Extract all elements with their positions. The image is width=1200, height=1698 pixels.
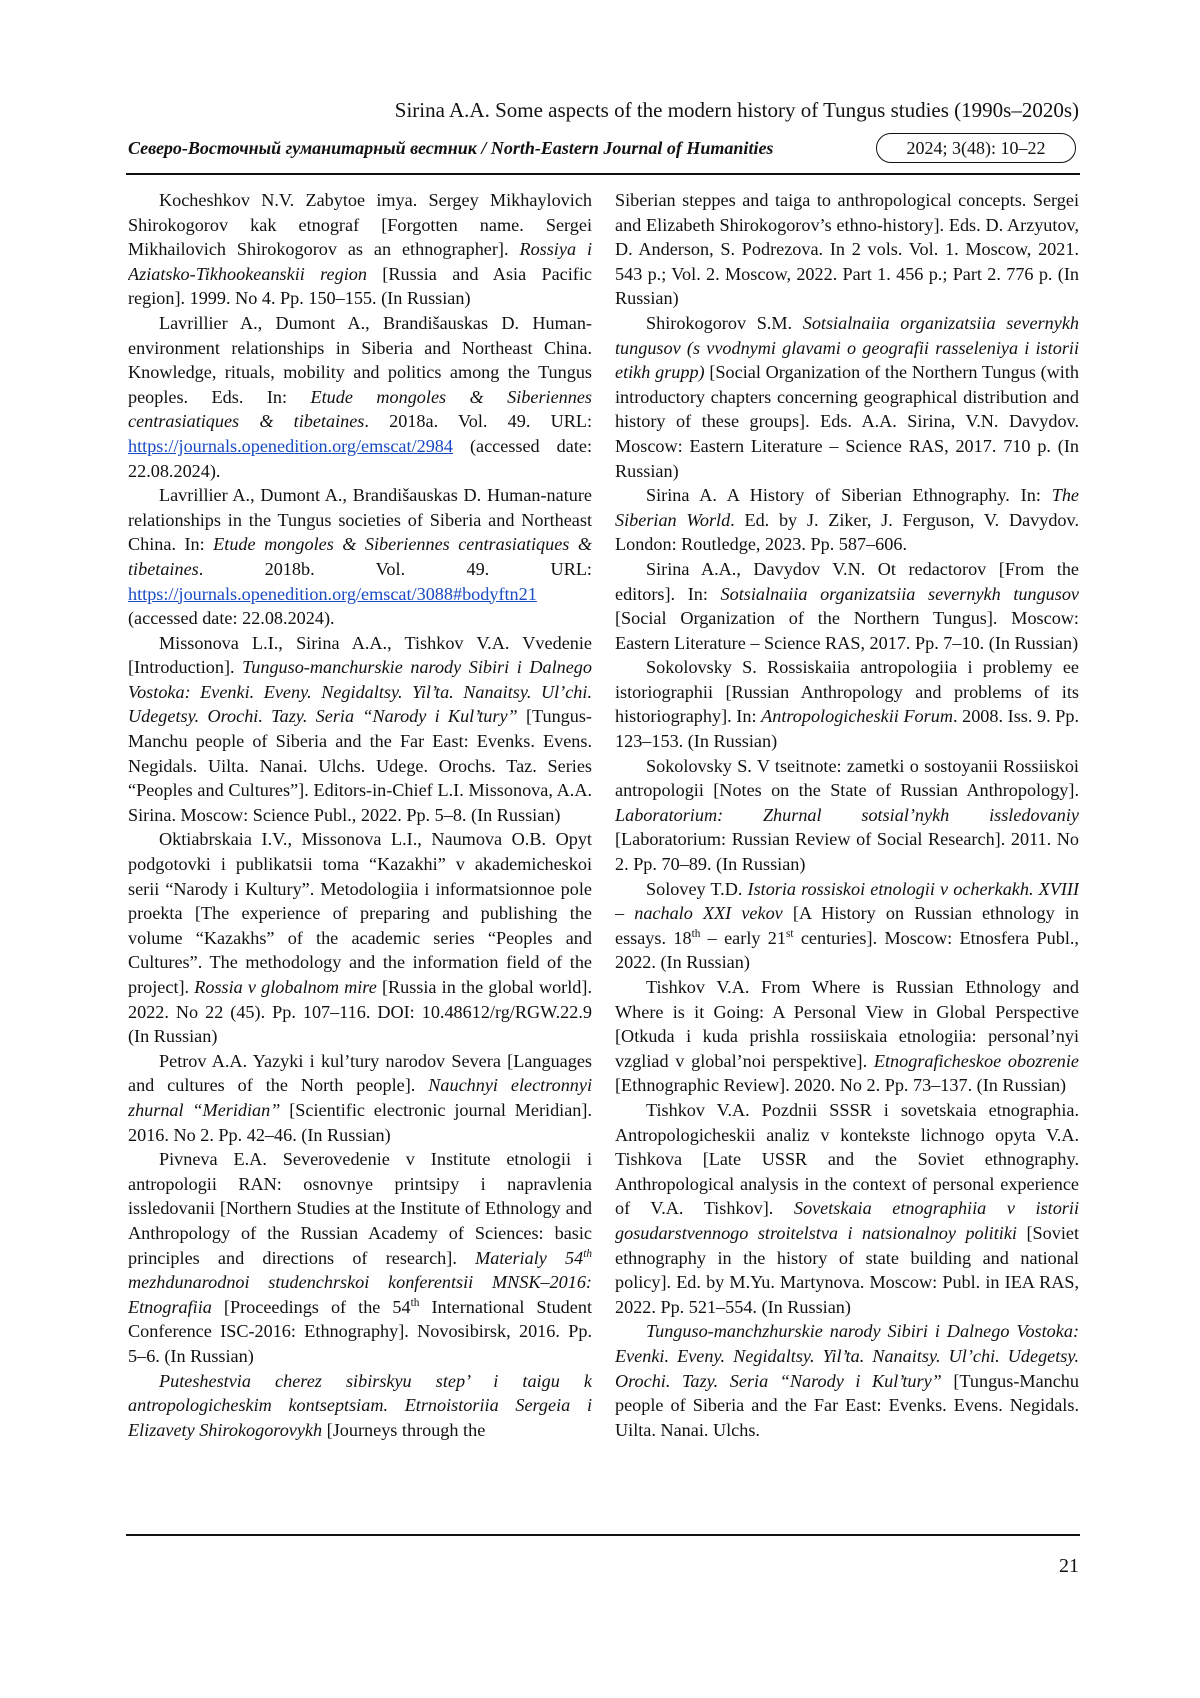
reference-entry: [128, 1049, 592, 1147]
reference-text: Sokolovsky S. V tseitnote: zametki o sostoyanii Rossiiskoi antropologii [Notes on the State of Russian Anthropology].: [615, 755, 1079, 801]
superscript-text: th: [691, 927, 701, 940]
reference-entry: [615, 311, 1079, 483]
reference-text: Lavrillier A., Dumont A., Brandišauskas D. Human-nature relationships in the Tungus societies of Siberia and Northeast China. In:: [128, 485, 592, 555]
reference-text: . 2018a. Vol. 49. URL:: [364, 411, 592, 432]
reference-text: [Social Organization of the Northern Tungus]. Moscow: Eastern Literature – Science RAS, 2017. Pp. 7–10. (In Russian): [615, 608, 1079, 653]
reference-title: Etnograficheskoe obozrenie: [873, 1050, 1079, 1071]
reference-title: Sovetskaia etnographiia v istorii gosudarstvennogo stroitelstva i natsionalnoy politiki: [615, 1198, 1079, 1243]
reference-entry: [128, 483, 592, 631]
reference-entry: [128, 631, 592, 828]
reference-title: The Siberian World: [615, 485, 1079, 530]
reference-entry: [615, 1319, 1079, 1442]
reference-title: Etude mongoles & Siberiennes centrasiatiques & tibetaines: [128, 386, 592, 432]
reference-entry: [615, 483, 1079, 557]
reference-entry: [615, 655, 1079, 753]
references-right-column: [615, 188, 1079, 1528]
superscript-text: st: [786, 927, 794, 940]
reference-text: Kocheshkov N.V. Zabytoe imya. Sergey Mikhaylovich Shirokogorov kak etnograf [Forgotten name. Sergei Mikhailovich Shirokogorov as an ethnographer].: [128, 190, 592, 260]
reference-text: Pivneva E.A. Severovedenie v Institute etnologii i antropologii RAN: osnovnye printsipy i napravlenia issledovanii [Northern Studies at the Institute of Ethnology and Anthropology of the Russian Academy of Sciences: basic principles and directions of research].: [128, 1149, 592, 1268]
reference-text: Solovey T.D.: [646, 878, 748, 899]
reference-text: [Social Organization of the Northern Tungus (with introductory chapters concerning geographical distribution and history of these groups]. Eds. A.A. Sirina, V.N. Davydov. Moscow: Eastern Literature – Science RAS, 2017. 710 p. (In Russian): [615, 362, 1079, 481]
reference-text: Sokolovsky S. Rossiskaiia antropologiia i problemy ee istoriographii [Russian Anthropology and problems of its historiography]. In:: [615, 657, 1079, 727]
reference-title: Rossiya i Aziatsko-Tikhookeanskii region: [128, 239, 592, 284]
reference-text: [Soviet ethnography in the history of state building and national policy]. Ed. by M.Yu. Martynova. Moscow: Publ. in IEA RAS, 2022. Pp. 521–554. (In Russian): [615, 1222, 1079, 1317]
reference-text: centuries]. Moscow: Etnosfera Publ., 2022. (In Russian): [615, 927, 1079, 973]
reference-entry: [615, 557, 1079, 655]
reference-text: [Scientific electronic journal Meridian]. 2016. No 2. Pp. 42–46. (In Russian): [128, 1099, 592, 1145]
reference-text: . 2008. Iss. 9. Pp. 123–153. (In Russian): [615, 706, 1079, 752]
reference-text: [Tungus-Manchu people of Siberia and the Far East: Evenks. Evens. Negidals. Uilta. Nanai. Ulchs. Udege. Orochs. Taz. Series “Peoples and Cultures”]. Editors-in-Chief L.I. Missonova, A.A. Sirina. Moscow: Science Publ., 2022. Pp. 5–8. (In Russian): [128, 706, 592, 825]
reference-entry: [128, 1369, 592, 1443]
reference-title: Antropologicheskii Forum: [761, 706, 953, 727]
reference-title: Sotsialnaiia organizatsiia severnykh tungusov (s vvodnymi glavami o geografii rasseleniya i istorii etikh grupp): [615, 312, 1079, 383]
reference-text: [Laboratorium: Russian Review of Social Research]. 2011. No 2. Pp. 70–89. (In Russian): [615, 829, 1079, 875]
reference-title: Nauchnyi electronnyi zhurnal “Meridian”: [128, 1075, 592, 1120]
reference-text: [Journeys through the: [322, 1419, 486, 1440]
reference-text: [A History on Russian ethnology in essays. 18: [615, 903, 1079, 948]
reference-entry: [615, 754, 1079, 877]
reference-entry: [128, 188, 592, 311]
reference-text: [Russia in the global world]. 2022. No 22 (45). Pp. 107–116. DOI: 10.48612/rg/RGW.22.9 (In Russian): [128, 977, 592, 1047]
reference-text: Oktiabrskaia I.V., Missonova L.I., Naumova O.B. Opyt podgotovki i publikatsii toma “Kazakhi” v akademicheskoi serii “Narody i Kultury”. Metodologiia i informatsionnoe pole proekta [The experience of preparing and publishing the volume “Kazakhs” of the academic series “Peoples and Cultures”. The methodology and the information field of the project].: [128, 829, 592, 997]
reference-entry: [615, 1098, 1079, 1319]
superscript-text: th: [583, 1247, 592, 1260]
reference-url-link[interactable]: https://journals.openedition.org/emscat/2984: [128, 435, 453, 456]
reference-text: Shirokogorov S.M.: [646, 312, 803, 333]
reference-title: Rossia v globalnom mire: [194, 977, 377, 997]
journal-title: Северо-Восточный гуманитарный вестник / North-Eastern Journal of Humanities: [128, 138, 774, 158]
reference-text: (accessed date: 22.08.2024).: [128, 608, 335, 629]
reference-text: Lavrillier A., Dumont A., Brandišauskas D. Human-environment relationships in Siberia and Northeast China. Knowledge, rituals, mobility and politics among the Tungus peoples. Eds. In:: [128, 312, 592, 407]
reference-entry: [615, 877, 1079, 975]
reference-text: Petrov A.A. Yazyki i kul’tury narodov Severa [Languages and cultures of the North people].: [128, 1050, 592, 1096]
reference-text: [Ethnographic Review]. 2020. No 2. Pp. 73–137. (In Russian): [615, 1075, 1067, 1096]
reference-text: . Ed. by J. Ziker, J. Ferguson, V. Davydov. London: Routledge, 2023. Pp. 587–606.: [615, 509, 1079, 555]
reference-entry: [128, 1147, 592, 1368]
reference-text: Siberian steppes and taiga to anthropological concepts. Sergei and Elizabeth Shirokogorov’s ethno-history]. Eds. D. Arzyutov, D. Anderson, S. Podrezova. In 2 vols. Vol. 1. Moscow, 2021. 543 p.; Vol. 2. Moscow, 2022. Part 1. 456 p.; Part 2. 776 p. (In Russian): [615, 190, 1079, 309]
reference-text: Missonova L.I., Sirina A.A., Tishkov V.A. Vvedenie [Introduction].: [128, 632, 592, 678]
reference-entry: [615, 975, 1079, 1098]
reference-title: Materialy 54: [475, 1247, 584, 1268]
reference-entry: [128, 827, 592, 1048]
reference-text: [Russia and Asia Pacific region]. 1999. No 4. Pp. 150–155. (In Russian): [128, 263, 592, 309]
reference-text: – early 21: [700, 927, 786, 948]
reference-title: Sotsialnaiia organizatsiia severnykh tungusov: [720, 583, 1079, 604]
issue-badge: 2024; 3(48): 10–22: [876, 133, 1076, 163]
reference-title: mezhdunarodnoi studenchrskoi konferentsii MNSK–2016: Etnografiia: [128, 1272, 592, 1317]
reference-title: Tunguso-manchzhurskie narody Sibiri i Dalnego Vostoka: Evenki. Eveny. Negidaltsy. Yil’ta. Nanaitsy. Ul’chi. Udegetsy. Orochi. Tazy. Seria “Narody i Kul’tury”: [615, 1321, 1079, 1391]
reference-text: [Tungus-Manchu people of Siberia and the Far East: Evenks. Evens. Negidals. Uilta. Nanai. Ulchs.: [615, 1370, 1079, 1440]
reference-title: Etude mongoles & Siberiennes centrasiatiques & tibetaines: [128, 534, 592, 579]
reference-title: Laboratorium: Zhurnal sotsial’nykh issledovaniy: [615, 804, 1079, 825]
reference-text: [Proceedings of the 54: [211, 1296, 411, 1317]
reference-title: Istoria rossiskoi etnologii v ocherkakh. XVIII – nachalo XXI vekov: [615, 878, 1079, 924]
reference-text: . 2018b. Vol. 49. URL:: [198, 558, 592, 579]
references-left-column: [128, 188, 592, 1528]
reference-entry: [128, 311, 592, 483]
reference-text: Sirina A.A., Davydov V.N. Ot redactorov [From the editors]. In:: [615, 558, 1079, 604]
footer-rule: [126, 1534, 1080, 1536]
reference-text: Sirina A. A History of Siberian Ethnography. In:: [646, 485, 1052, 506]
superscript-text: th: [410, 1296, 420, 1309]
reference-entry: [615, 188, 1079, 311]
reference-text: Tishkov V.A. From Where is Russian Ethnology and Where is it Going: A Personal View in Global Perspective [Otkuda i kuda prishla rossiiskaia etnologiia: personal’nyi vzgliad v global’noi perspektive].: [615, 977, 1079, 1071]
header-rule: [126, 173, 1080, 175]
running-title: Sirina A.A. Some aspects of the modern history of Tungus studies (1990s–2020s): [394, 98, 1079, 122]
reference-title: Puteshestvia cherez sibirskyu step’ i taigu k antropologicheskim kontseptsiam. Etrnoistoriia Sergeia i Elizavety Shirokogorovykh: [128, 1370, 592, 1440]
reference-text: International Student Conference ISC-2016: Ethnography]. Novosibirsk, 2016. Pp. 5–6. (In Russian): [128, 1296, 592, 1366]
reference-url-link[interactable]: https://journals.openedition.org/emscat/3088#bodyftn21: [128, 583, 537, 604]
reference-text: Tishkov V.A. Pozdnii SSSR i sovetskaia etnographia. Antropologicheskii analiz v kontekste lichnogo opyta V.A. Tishkova [Late USSR and the Soviet ethnography. Anthropological analysis in the context of personal experience of V.A. Tishkov].: [615, 1099, 1079, 1219]
reference-title: Tunguso-manchurskie narody Sibiri i Dalnego Vostoka: Evenki. Eveny. Negidaltsy. Yil’ta. Nanaitsy. Ul’chi. Udegetsy. Orochi. Tazy. Seria “Narody i Kul’tury”: [128, 657, 592, 727]
reference-text: (accessed date: 22.08.2024).: [128, 435, 592, 481]
page-number: 21: [1059, 1555, 1079, 1577]
